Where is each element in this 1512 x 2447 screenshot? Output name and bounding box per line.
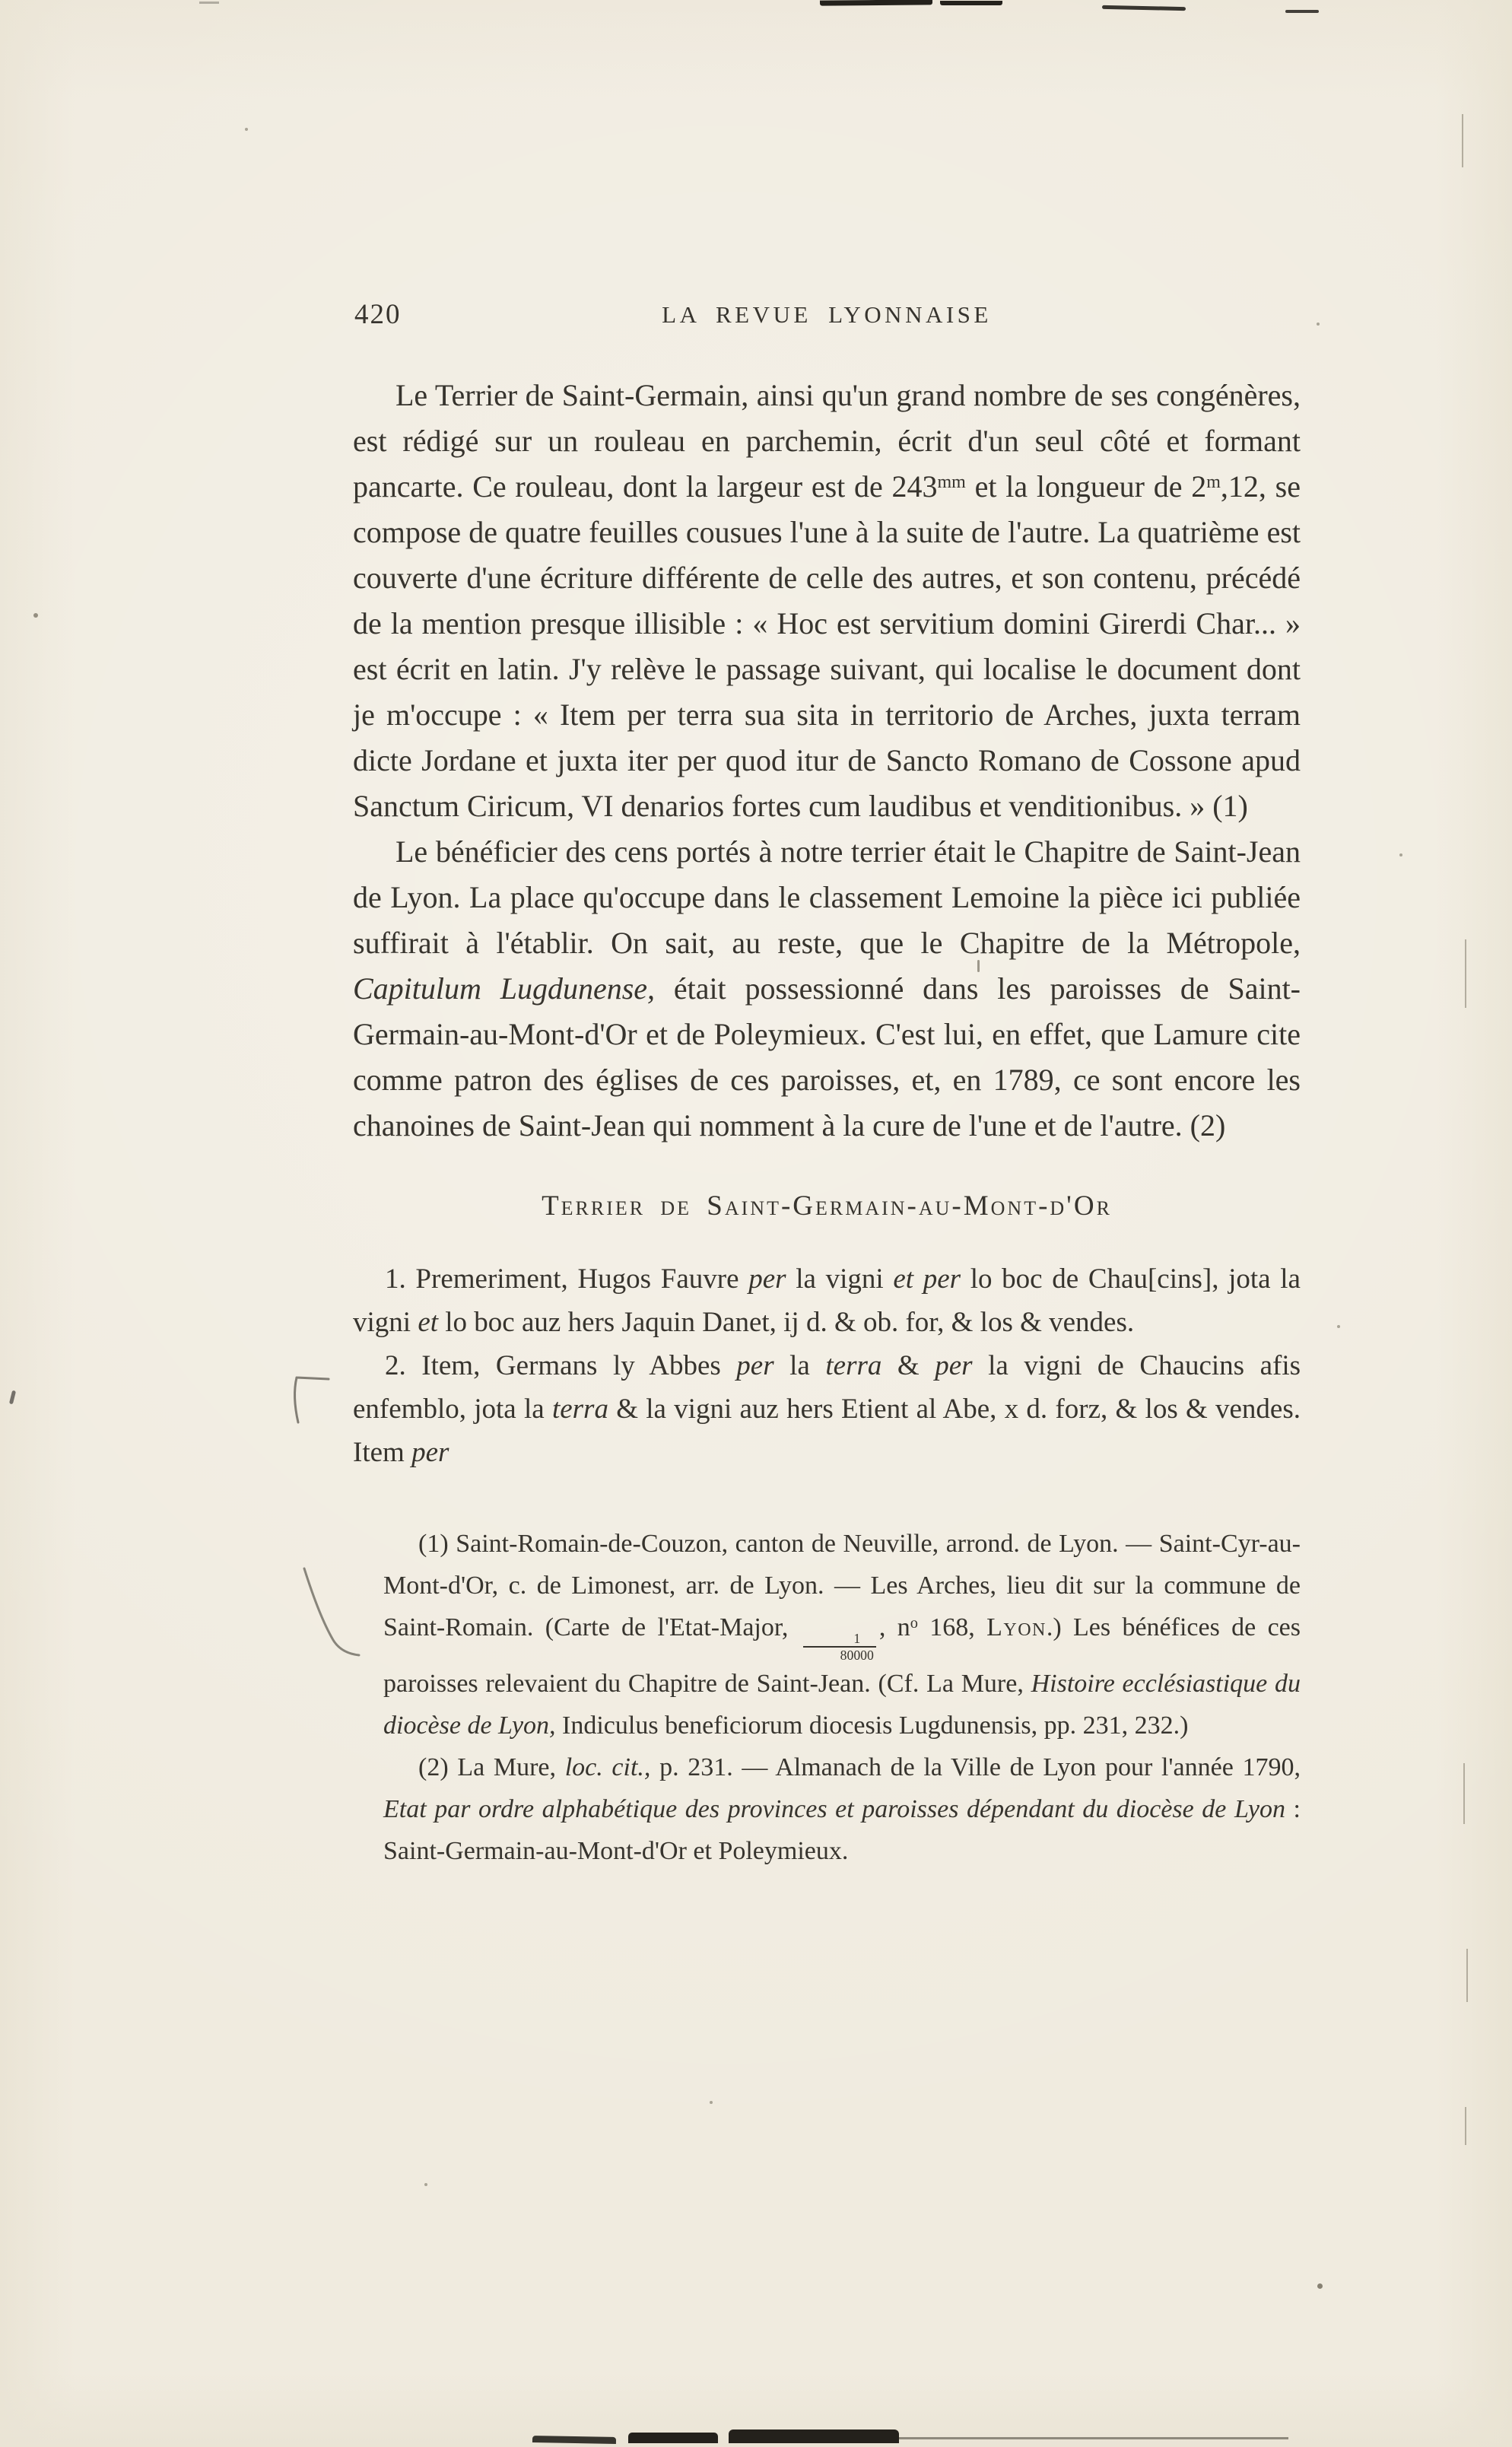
scan-artifact-bottom <box>729 2430 899 2443</box>
ink-speck <box>1317 323 1320 326</box>
running-title: LA REVUE LYONNAISE <box>662 301 992 328</box>
footnote-1: (1) Saint-Romain-de-Couzon, canton de Neuville, arrond. de Lyon. — Saint-Cyr-au-Mont-d'Or, c. de Limonest, arr. de Lyon. — Les Arches, lieu dit sur la commune de Saint-Romain. (Carte de l'Etat-Major, $\frac{1}{80000}$ , $n^o$ 168, Lyon.) Les bénéfices de ces paroisses relevaient du Chapitre de Saint-Jean. (Cf. La Mure, Histoire ecclésiastique du diocèse de Lyon, Indiculus beneficiorum diocesis Lugdunensis, pp. 231, 232.) <box>383 1530 1301 1740</box>
ink-speck <box>424 2183 427 2186</box>
scan-artifact-edge <box>1466 1949 1468 2002</box>
page-header <box>353 298 1301 373</box>
terrier-entry-1: 1. Premeriment, Hugos Fauvre per la vigni et per lo boc de Chau[cins], jota la vigni et lo boc auz hers Jaquin Danet, ij d. & ob. for, & los & vendes. <box>353 1263 1301 1338</box>
ink-speck <box>33 613 38 618</box>
ink-speck <box>245 128 248 131</box>
paragraph-terrier-description: Le Terrier de Saint-Germain, ainsi qu'un grand nombre de ses congénères, est rédigé sur un rouleau en parchemin, écrit d'un seul côté et formant pancarte. Ce rouleau, dont la largeur est de $243^{mm}$ et la longueur de 2$^m$,12, se compose de quatre feuilles cousues l'une à la suite de l'autre. La quatrième est couverte d'une écriture différente de celle des autres, et son contenu, précédé de la mention presque illisible : « Hoc est servitium domini Girerdi Char... » est écrit en latin. J'y relève le passage suivant, qui localise le document dont je m'occupe : « Item per terra sua sita in territorio de Arches, juxta terram dicte Jordane et juxta iter per quod itur de Sancto Romano de Cossone apud Sanctum Ciricum, VI denarios fortes cum laudibus et venditionibus. » (1) <box>353 378 1301 823</box>
scan-artifact-bottom-line <box>899 2437 1288 2439</box>
section-heading: Terrier de Saint-Germain-au-Mont-d'Or <box>542 1190 1112 1222</box>
ink-speck <box>710 2101 713 2104</box>
scan-artifact-top <box>1102 5 1186 11</box>
scan-artifact-bottom <box>532 2436 616 2444</box>
scan-artifact-edge <box>1462 114 1463 167</box>
paragraph-beneficier: Le bénéficier des cens portés à notre terrier était le Chapitre de Saint-Jean de Lyon. La place qu'occupe dans le classement Lemoine la pièce ici publiée suffirait à l'établir. On sait, au reste, que le Chapitre de la Métropole, Capitulum Lugdunense, était possessionné dans les paroisses de Saint-Germain-au-Mont-d'Or et de Poleymieux. C'est lui, en effet, que Lamure cite comme patron des églises de ces paroisses, et, en 1789, ce sont encore les chanoines de Saint-Jean qui nomment à la cure de l'une et de l'autre. (2) <box>353 834 1301 1142</box>
ink-speck <box>1399 853 1402 856</box>
scan-artifact-bottom <box>628 2433 718 2443</box>
scan-artifact-edge <box>1463 1763 1465 1824</box>
text-column <box>353 298 1301 1872</box>
page-number: 420 <box>354 299 402 330</box>
pencil-mark-corner <box>289 1375 342 1425</box>
scan-artifact-top <box>940 1 1002 5</box>
ink-speck <box>1317 2283 1323 2289</box>
pencil-mark-small <box>9 1390 16 1405</box>
footnotes-block <box>353 1523 1301 1872</box>
scan-artifact-top <box>820 0 932 6</box>
scan-artifact-top <box>1285 10 1319 13</box>
ink-speck <box>1337 1325 1340 1328</box>
scan-artifact-top-left <box>199 2 219 4</box>
scan-artifact-edge <box>1465 939 1466 1008</box>
terrier-entry-2: 2. Item, Germans ly Abbes per la terra & per la vigni de Chaucins afis enfemblo, jota la terra & la vigni auz hers Etient al Abe, x d. forz, & los & vendes. Item per <box>353 1350 1301 1468</box>
footnote-2: (2) La Mure, loc. cit., p. 231. — Almanach de la Ville de Lyon pour l'année 1790, Etat par ordre alphabétique des provinces et paroisses dépendant du diocèse de Lyon : Saint-Germain-au-Mont-d'Or et Poleymieux. <box>383 1753 1301 1866</box>
scan-artifact-edge <box>1465 2107 1466 2145</box>
